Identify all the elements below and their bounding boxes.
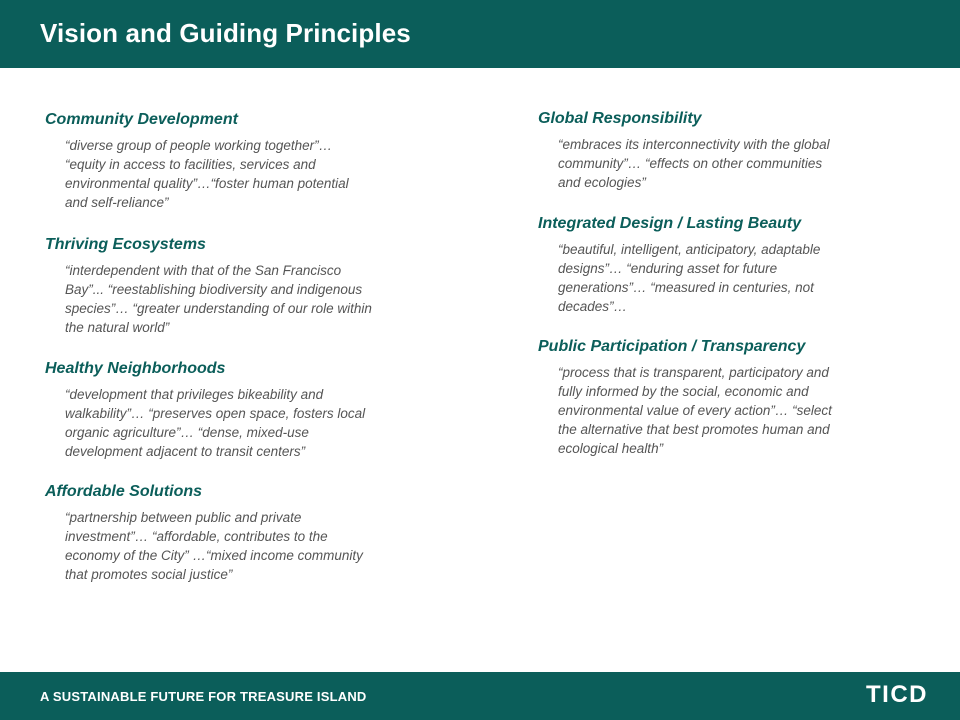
section-title: Thriving Ecosystems	[45, 236, 206, 253]
section-healthy-neighborhoods	[45, 359, 365, 461]
section-quote: “interdependent with that of the San Francisco Bay”... “reestablishing biodiversity and indigenous species”… “greater understanding of our role within the natural world”	[65, 263, 372, 335]
footer-tagline: A SUSTAINABLE FUTURE FOR TREASURE ISLAND	[40, 689, 367, 704]
section-quote: “process that is transparent, participatory and fully informed by the social, economic and environmental value of every action”… “select the alternative that best promotes human and ecological health”	[558, 365, 832, 456]
section-quote: “partnership between public and private investment”… “affordable, contributes to the economy of the City” …“mixed income community that promotes social justice”	[65, 510, 363, 582]
section-title: Affordable Solutions	[45, 483, 203, 500]
section-affordable-solutions	[45, 482, 363, 584]
section-public-participation	[538, 337, 832, 458]
section-thriving-ecosystems	[45, 235, 372, 337]
section-community-development	[45, 110, 349, 212]
section-quote: “beautiful, intelligent, anticipatory, adaptable designs”… “enduring asset for future generations”… “measured in centuries, not decades”…	[558, 242, 821, 314]
footer-bar	[0, 672, 960, 720]
header-bar	[0, 0, 960, 68]
section-quote: “diverse group of people working together”… “equity in access to facilities, services and environmental quality”…“foster human potential and self-reliance”	[65, 138, 349, 210]
section-title: Community Development	[45, 111, 238, 128]
section-integrated-design	[538, 214, 820, 316]
section-title: Integrated Design / Lasting Beauty	[538, 215, 802, 232]
section-quote: “embraces its interconnectivity with the global community”… “effects on other communities and ecologies”	[558, 137, 830, 190]
section-title: Healthy Neighborhoods	[45, 360, 226, 377]
section-global-responsibility	[538, 109, 830, 192]
page-title: Vision and Guiding Principles	[40, 18, 411, 48]
section-quote: “development that privileges bikeability and walkability”… “preserves open space, fosters local organic agriculture”… “dense, mixed-use development adjacent to transit centers”	[65, 387, 366, 459]
ticd-logo: TICD	[866, 681, 928, 708]
section-title: Public Participation / Transparency	[538, 338, 806, 355]
section-title: Global Responsibility	[538, 110, 702, 127]
